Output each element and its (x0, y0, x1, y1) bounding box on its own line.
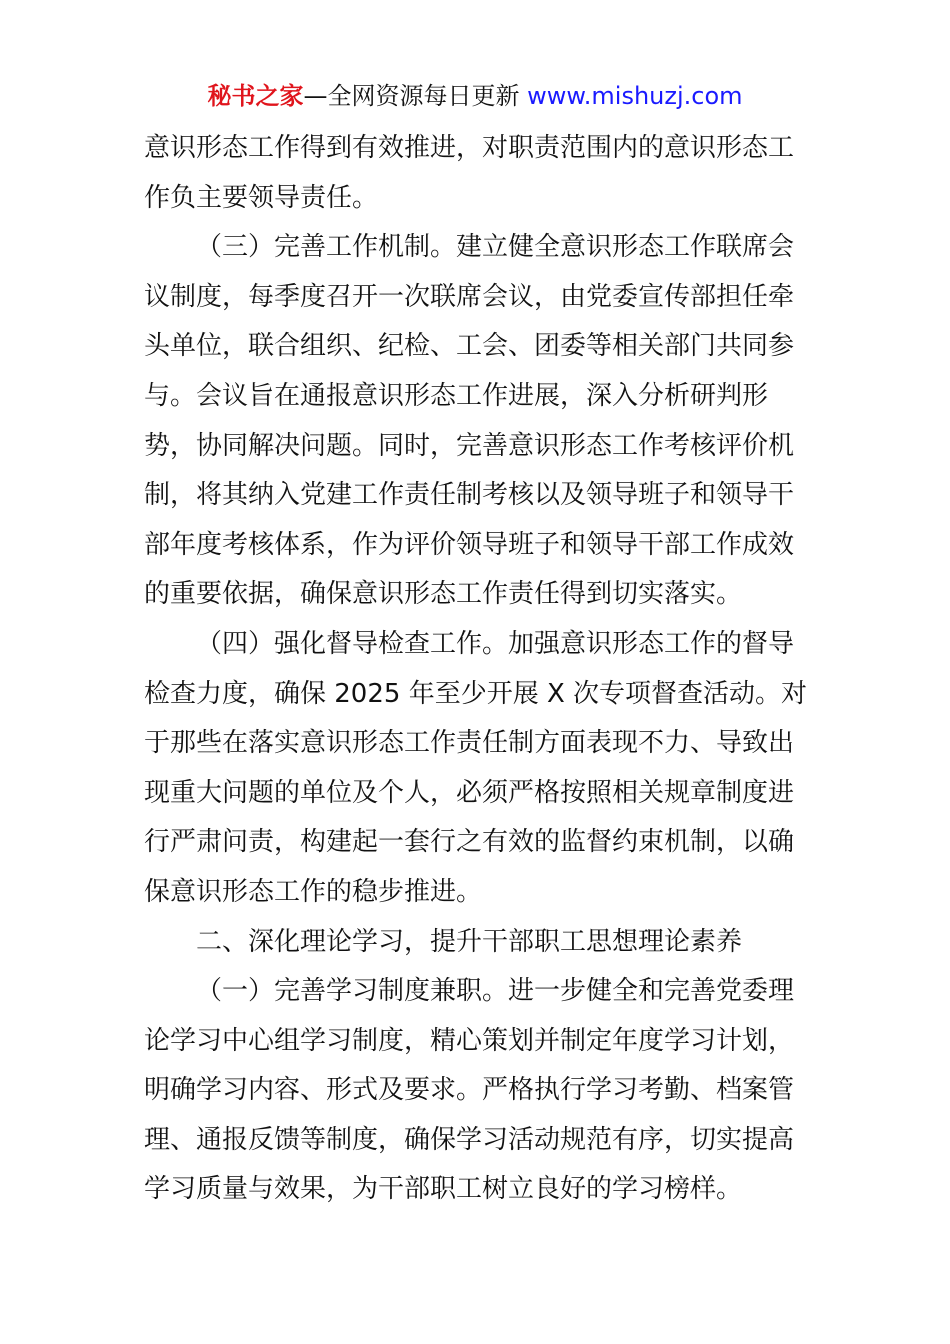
site-url-link[interactable]: www.mishuzj.com (527, 82, 743, 110)
paragraph-start-line: （四）强化督导检查工作。加强意识形态工作的督导 (196, 628, 795, 659)
text-line: 制，将其纳入党建工作责任制考核以及领导班子和领导干 (144, 480, 795, 511)
text-line: 作负主要领导责任。 (144, 182, 379, 213)
text-line: 明确学习内容、形式及要求。严格执行学习考勤、档案管 (144, 1075, 795, 1106)
text-line: 论学习中心组学习制度，精心策划并制定年度学习计划， (144, 1025, 795, 1056)
paragraph-start-line: （三）完善工作机制。建立健全意识形态工作联席会 (196, 232, 795, 263)
text-line: 部年度考核体系，作为评价领导班子和领导干部工作成效 (144, 529, 795, 560)
section-heading: 二、深化理论学习，提升干部职工思想理论素养 (196, 926, 743, 957)
text-line: 与。会议旨在通报意识形态工作进展，深入分析研判形 (144, 380, 769, 411)
page-header (0, 80, 950, 112)
document-body (144, 124, 808, 1215)
paragraph-start-line: （一）完善学习制度兼职。进一步健全和完善党委理 (196, 976, 795, 1007)
text-line: 检查力度，确保 2025 年至少开展 X 次专项督查活动。对 (144, 678, 808, 709)
brand-name: 秘书之家 (207, 82, 304, 110)
text-line: 于那些在落实意识形态工作责任制方面表现不力、导致出 (144, 728, 795, 759)
text-line: 势，协同解决问题。同时，完善意识形态工作考核评价机 (144, 430, 795, 461)
text-line: 理、通报反馈等制度，确保学习活动规范有序，切实提高 (144, 1124, 795, 1155)
text-line: 头单位，联合组织、纪检、工会、团委等相关部门共同参 (144, 331, 795, 362)
text-line: 保意识形态工作的稳步推进。 (144, 876, 483, 907)
text-line: 行严肃问责，构建起一套行之有效的监督约束机制，以确 (144, 827, 795, 858)
text-line: 议制度，每季度召开一次联席会议，由党委宣传部担任牵 (144, 281, 795, 312)
header-tagline: —全网资源每日更新 (303, 82, 528, 110)
text-line: 的重要依据，确保意识形态工作责任得到切实落实。 (144, 579, 743, 610)
text-line: 现重大问题的单位及个人，必须严格按照相关规章制度进 (144, 777, 795, 808)
text-line: 意识形态工作得到有效推进，对职责范围内的意识形态工 (144, 133, 795, 163)
text-line: 学习质量与效果，为干部职工树立良好的学习榜样。 (144, 1174, 743, 1205)
